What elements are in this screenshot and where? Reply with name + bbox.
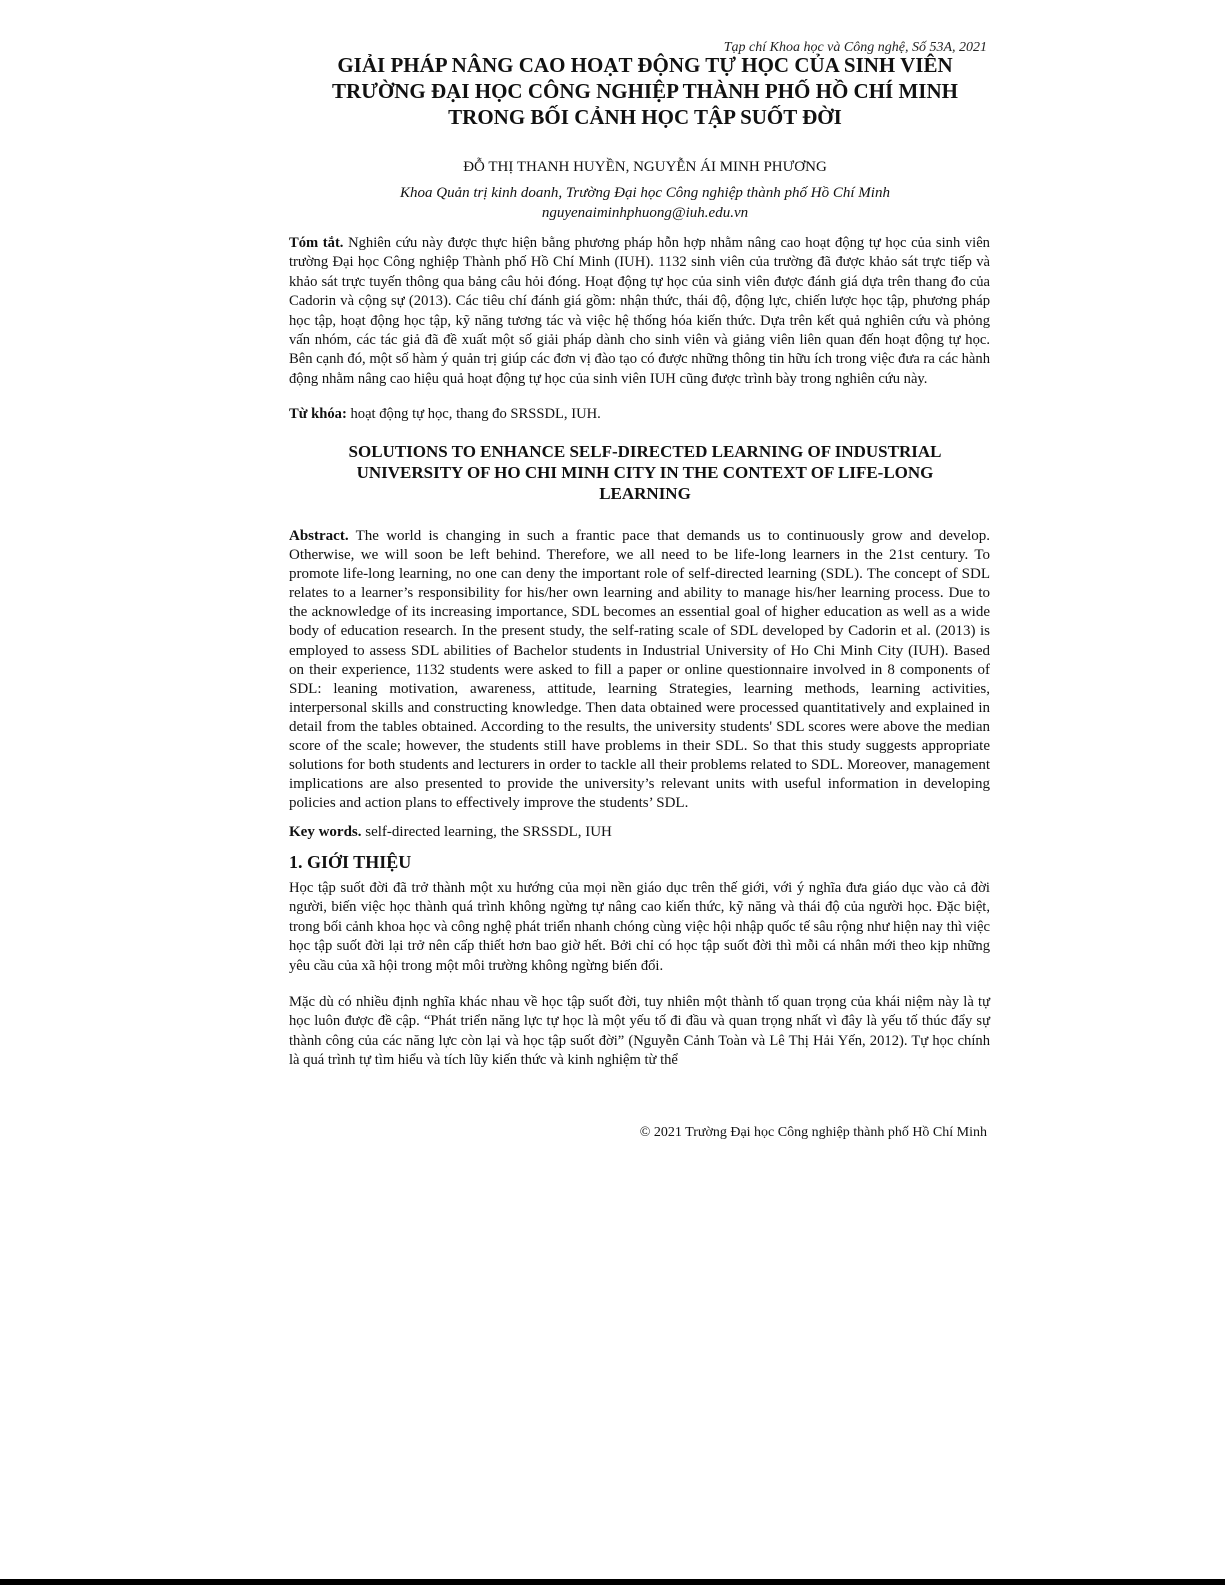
abstract-en-label: Abstract. xyxy=(289,528,349,544)
bottom-border xyxy=(0,1579,1225,1585)
keywords-vietnamese xyxy=(289,405,990,424)
keywords-english xyxy=(289,823,990,842)
title-vn-line: TRONG BỐI CẢNH HỌC TẬP SUỐT ĐỜI xyxy=(448,105,842,129)
affiliation-department: Khoa Quản trị kinh doanh, Trường Đại học Công nghiệp thành phố Hồ Chí Minh xyxy=(400,185,890,201)
title-vietnamese xyxy=(300,52,990,130)
affiliation xyxy=(300,183,990,223)
authors: ĐỖ THỊ THANH HUYỀN, NGUYỄN ÁI MINH PHƯƠNG xyxy=(463,159,827,175)
title-en-line: SOLUTIONS TO ENHANCE SELF-DIRECTED LEARNING OF INDUSTRIAL xyxy=(348,442,942,461)
title-english xyxy=(300,441,990,504)
abstract-vn-label: Tóm tắt. xyxy=(289,235,344,251)
abstract-vn-text: Nghiên cứu này được thực hiện bằng phương pháp hỗn hợp nhằm nâng cao hoạt động tự học của sinh viên trường Đại học Công nghiệp Thành phố Hồ Chí Minh (IUH). 1132 sinh viên của trường đã được khảo sát trực tiếp và khảo sát trực tuyến thông qua bảng câu hỏi đóng. Hoạt động tự học của sinh viên được đánh giá dựa trên thang đo của Cadorin và cộng sự (2013). Các tiêu chí đánh giá gồm: nhận thức, thái độ, động lực, chiến lược học tập, phương pháp học tập, hoạt động học tập, kỹ năng tương tác và việc hệ thống hóa kiến thức. Dựa trên kết quả nghiên cứu và phỏng vấn nhóm, các tác giả đã đề xuất một số giải pháp dành cho sinh viên và giảng viên liên quan đến hoạt động tự học. Bên cạnh đó, một số hàm ý quản trị giúp các đơn vị đào tạo có được những thông tin hữu ích trong việc đưa ra các hành động nhằm nâng cao hiệu quả hoạt động tự học của sinh viên IUH cũng được trình bày trong nghiên cứu này. xyxy=(289,235,990,387)
keywords-vn-label: Từ khóa: xyxy=(289,406,347,422)
copyright-footer: © 2021 Trường Đại học Công nghiệp thành phố Hồ Chí Minh xyxy=(639,1125,987,1140)
journal-header: Tạp chí Khoa học và Công nghệ, Số 53A, 2021 xyxy=(723,40,987,55)
section-heading-introduction: 1. GIỚI THIỆU xyxy=(289,852,412,872)
keywords-vn-text: hoạt động tự học, thang đo SRSSDL, IUH. xyxy=(350,406,601,422)
title-en-line: LEARNING xyxy=(599,484,691,503)
keywords-en-label: Key words. xyxy=(289,824,362,840)
title-en-line: UNIVERSITY OF HO CHI MINH CITY IN THE CONTEXT OF LIFE-LONG xyxy=(356,463,934,482)
abstract-english xyxy=(289,527,990,813)
intro-paragraph: Học tập suốt đời đã trở thành một xu hướng của mọi nền giáo dục trên thế giới, với ý nghĩa đưa giáo dục vào cả đời người, biến việc học thành quá trình không ngừng tự nâng cao kiến thức, kỹ năng và thái độ của người học. Đặc biệt, trong bối cảnh khoa học và công nghệ phát triển nhanh chóng cùng việc hội nhập quốc tế sâu rộng như hiện nay thì việc học tập suốt đời lại trở nên cấp thiết hơn bao giờ hết. Bởi chỉ có học tập suốt đời thì mỗi cá nhân mới theo kịp những yêu cầu của xã hội trong một môi trường không ngừng biến đổi. xyxy=(289,880,990,974)
abstract-en-text: The world is changing in such a frantic pace that demands us to continuously grow and develop. Otherwise, we will soon be left behind. Therefore, we all need to be life-long learners in the 21st century. To promote life-long learning, no one can deny the important role of self-directed learning (SDL). The concept of SDL relates to a learner’s responsibility for his/her own learning and ability to manage his/her learning process. Due to the acknowledge of its increasing importance, SDL becomes an essential goal of higher education as well as a wide body of education research. In the present study, the self-rating scale of SDL developed by Cadorin et al. (2013) is employed to assess SDL abilities of Bachelor students in Industrial University of Ho Chi Minh City (IUH). Based on their experience, 1132 students were asked to fill a paper or online questionnaire involved in 8 components of SDL: leaning motivation, awareness, attitude, learning Strategies, learning methods, learning activities, interpersonal skills and constructing knowledge. Then data obtained were processed quantitatively and explained in detail from the tables obtained. According to the results, the university students' SDL scores were above the median score of the scale; however, the students still have problems in their SDL. So that this study suggests appropriate solutions for both students and lecturers in order to tackle all their problems related to SDL. Moreover, management implications are also presented to provide the university’s relevant units with useful information in developing policies and action plans to effectively improve the students’ SDL. xyxy=(289,528,990,812)
affiliation-email: nguyenaiminhphuong@iuh.edu.vn xyxy=(541,205,749,221)
intro-paragraph: Mặc dù có nhiều định nghĩa khác nhau về học tập suốt đời, tuy nhiên một thành tố quan trọng của khái niệm này là tự học luôn được đề cập. “Phát triển năng lực tự học là một yếu tố đi đầu và quan trọng nhất vì đây là yếu tố thúc đẩy sự thành công của các năng lực còn lại và học tập suốt đời” (Nguyễn Cảnh Toàn và Lê Thị Hải Yến, 2012). Tự học chính là quá trình tự tìm hiểu và tích lũy kiến thức và kinh nghiệm từ thể xyxy=(289,994,990,1069)
keywords-en-text: self-directed learning, the SRSSDL, IUH xyxy=(365,824,612,840)
abstract-vietnamese xyxy=(289,234,990,389)
title-vn-line: TRƯỜNG ĐẠI HỌC CÔNG NGHIỆP THÀNH PHỐ HỒ CHÍ MINH xyxy=(332,79,958,103)
title-vn-line: GIẢI PHÁP NÂNG CAO HOẠT ĐỘNG TỰ HỌC CỦA SINH VIÊN xyxy=(337,53,953,77)
